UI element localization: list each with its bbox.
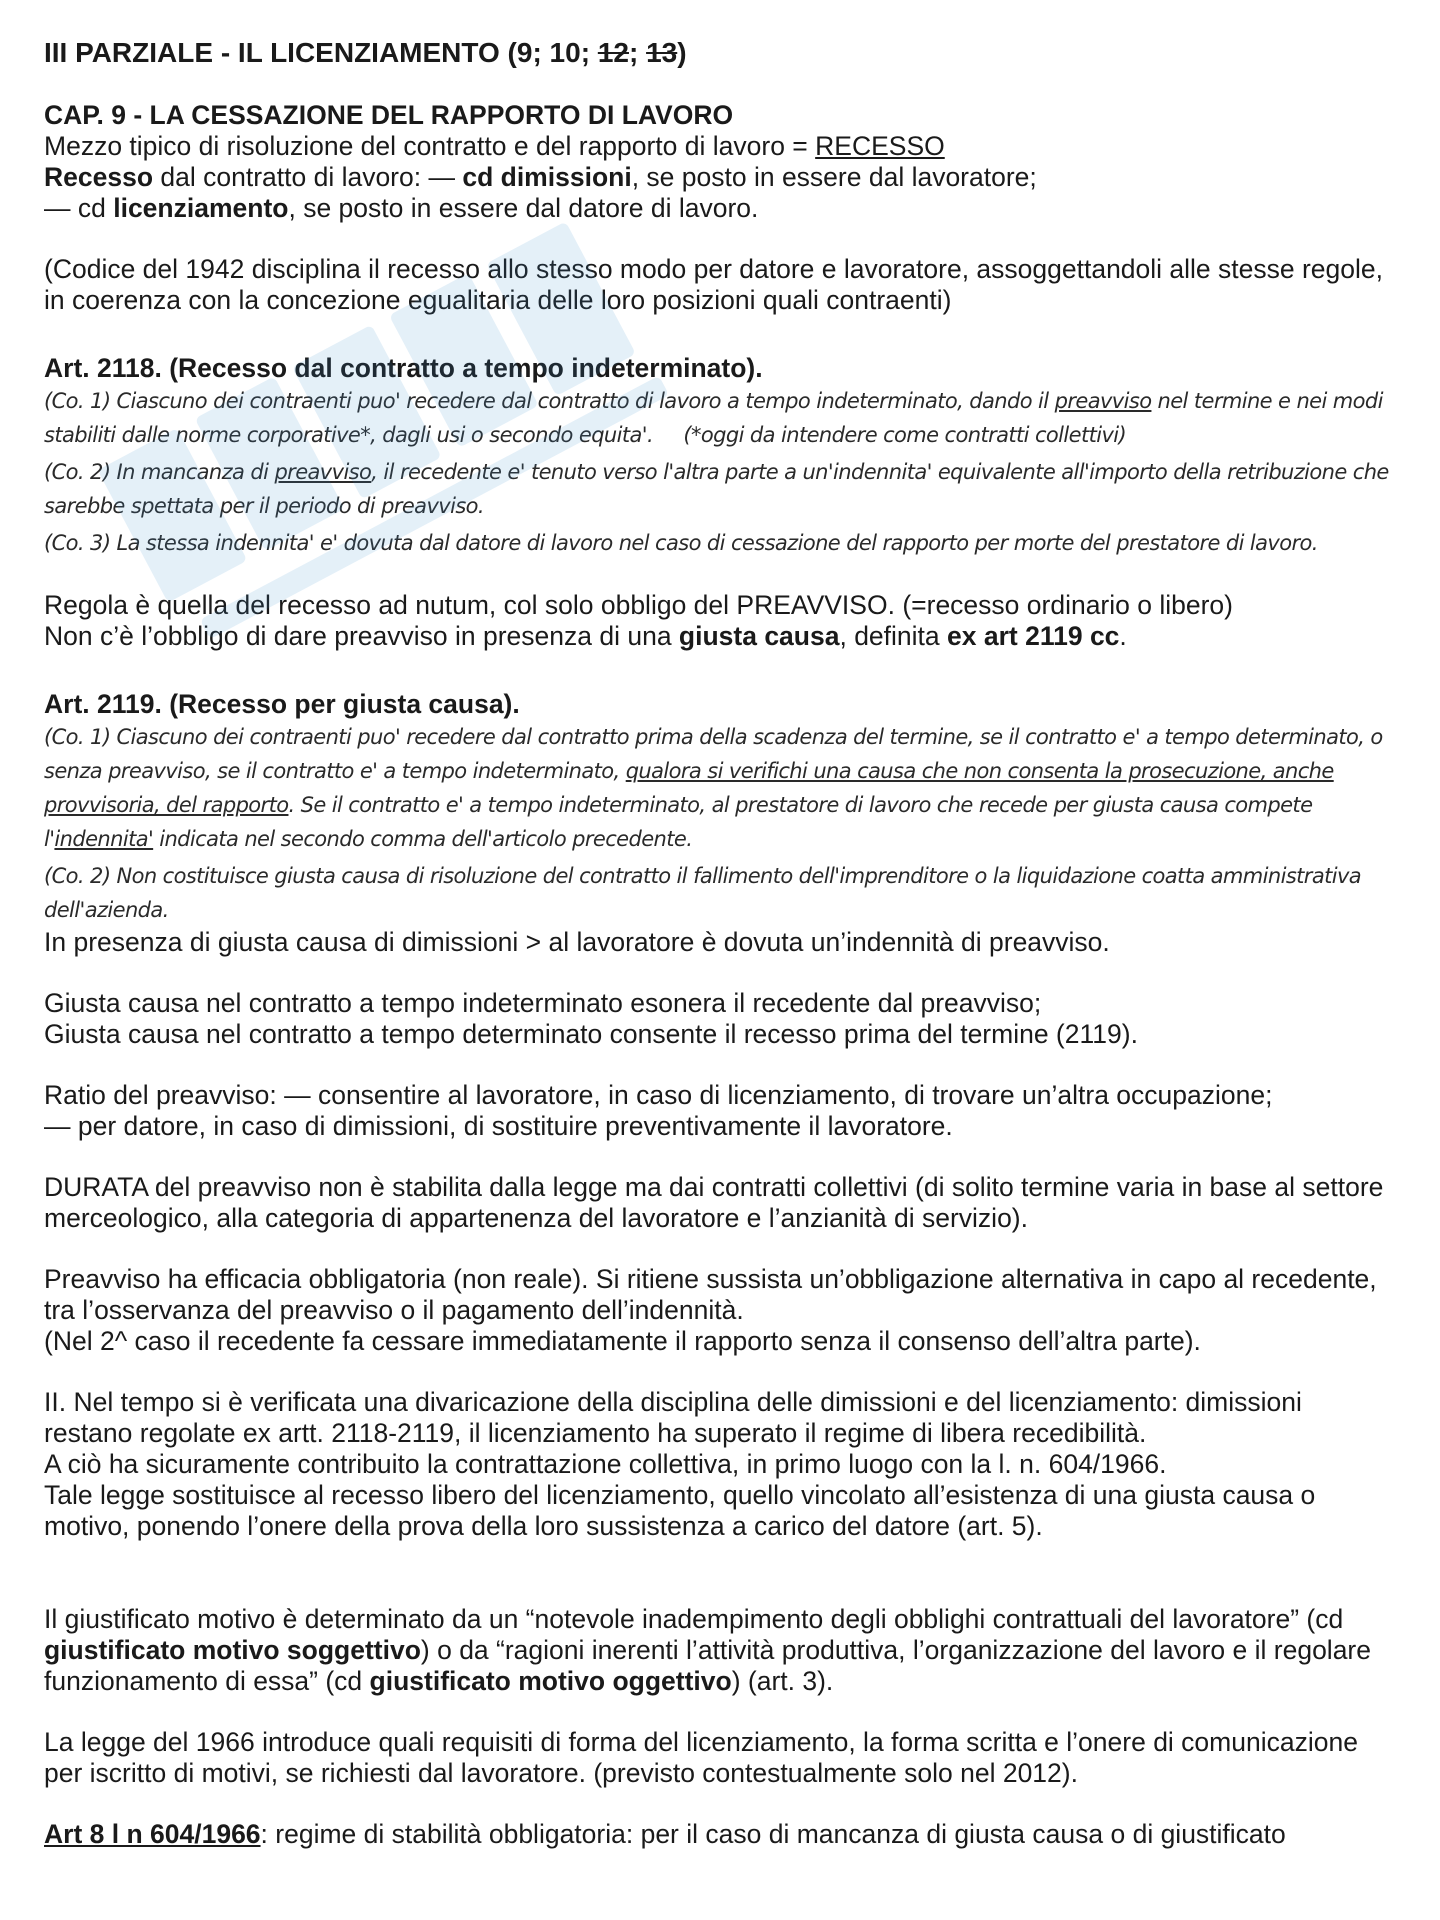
efficacia-preavviso: Preavviso ha efficacia obbligatoria (non reale). Si ritiene sussista un’obbligazione alternativa in capo al recedente, tra l’osservanza del preavviso o il pagamento dell’indennità. [44,1264,1377,1325]
art2118-co2: (Co. 2) In mancanza di preavviso, il recedente e' tenuto verso l'altra parte a un'indennita' equivalente all'importo della retribuzione che sarebbe spettata per il periodo di preavviso. [44,460,1389,518]
efficacia-note: (Nel 2^ caso il recedente fa cessare immediatamente il rapporto senza il consenso dell’altra parte). [44,1326,1201,1356]
ratio-preavviso-2: — per datore, in caso di dimissioni, di sostituire preventivamente il lavoratore. [44,1111,953,1141]
giusta-causa-indeterminato: Giusta causa nel contratto a tempo indeterminato esonera il recedente dal preavviso; [44,988,1042,1018]
art2118-co3: (Co. 3) La stessa indennita' e' dovuta dal datore di lavoro nel caso di cessazione del rapporto per morte del prestatore di lavoro. [44,531,1318,555]
art2118-co1: (Co. 1) Ciascuno dei contraenti puo' recedere dal contratto di lavoro a tempo indeterminato, dando il preavviso nel termine e nei modi stabiliti dalle norme corporative*, dagli usi o secondo equita'. (*oggi da intendere come contratti collettivi) [44,389,1383,447]
art2118-text [44,384,1396,560]
art8-paragraph: Art 8 l n 604/1966: regime di stabilità obbligatoria: per il caso di mancanza di giusta causa o di giustificato [44,1819,1286,1849]
art2119-heading: Art. 2119. (Recesso per giusta causa). [44,689,520,719]
page-title: III PARZIALE - IL LICENZIAMENTO (9; 10; 12; 13) [44,37,687,68]
giustificato-motivo-paragraph: Il giustificato motivo è determinato da un “notevole inadempimento degli obblighi contrattuali del lavoratore” (cd giustificato motivo soggettivo) o da “ragioni inerenti l’attività produttiva, l’organizzazione del lavoro e il regolare funzionamento di essa” (cd giustificato motivo oggettivo) (art. 3). [44,1604,1371,1696]
giusta-causa-line: Non c’è l’obbligo di dare preavviso in presenza di una giusta causa, definita ex art 2119 cc. [44,621,1127,651]
codice-note: (Codice del 1942 disciplina il recesso allo stesso modo per datore e lavoratore, assoggettandoli alle stesse regole, in coerenza con la concezione egualitaria delle loro posizioni quali contraenti) [44,254,1384,315]
durata-preavviso: DURATA del preavviso non è stabilita dalla legge ma dai contratti collettivi (di solito termine varia in base al settore merceologico, alla categoria di appartenenza del lavoratore e l’anzianità di servizio). [44,1172,1384,1233]
giusta-causa-determinato: Giusta causa nel contratto a tempo determinato consente il recesso prima del termine (2119). [44,1019,1138,1049]
art2119-co2: (Co. 2) Non costituisce giusta causa di risoluzione del contratto il fallimento dell'imprenditore o la liquidazione coatta amministrativa dell'azienda. [44,864,1362,922]
recesso-licenziamento: — cd licenziamento, se posto in essere dal datore di lavoro. [44,193,759,223]
divaricazione-paragraph: II. Nel tempo si è verificata una divaricazione della disciplina delle dimissioni e del licenziamento: dimissioni restano regolate ex artt. 2118-2119, il licenziamento ha superato il regime di libera recedibilità. [44,1387,1302,1448]
art2119-text [44,720,1396,927]
legge-604-paragraph: Tale legge sostituisce al recesso libero del licenziamento, quello vincolato all’esistenza di una giusta causa o motivo, ponendo l’onere della prova della loro sussistenza a carico del datore (art. 5). [44,1480,1316,1541]
ratio-preavviso-1: Ratio del preavviso: — consentire al lavoratore, in caso di licenziamento, di trovare un’altra occupazione; [44,1080,1273,1110]
art2119-co1: (Co. 1) Ciascuno dei contraenti puo' recedere dal contratto prima della scadenza del termine, se il contratto e' a tempo determinato, o senza preavviso, se il contratto e' a tempo indeterminato, qualora si verifichi una causa che non consenta la prosecuzione, anche provvisoria, del rapporto. Se il contratto e' a tempo indeterminato, al prestatore di lavoro che recede per giusta causa compete l'indennita' indicata nel secondo comma dell'articolo precedente. [44,725,1383,851]
dimissioni-indennita: In presenza di giusta causa di dimissioni > al lavoratore è dovuta un’indennità di preavviso. [44,927,1110,957]
art2118-heading: Art. 2118. (Recesso dal contratto a tempo indeterminato). [44,353,763,383]
contrattazione-paragraph: A ciò ha sicuramente contribuito la contrattazione collettiva, in primo luogo con la l. n. 604/1966. [44,1449,1167,1479]
recesso-definition: Mezzo tipico di risoluzione del contratto e del rapporto di lavoro = RECESSO [44,131,945,161]
recesso-dimissioni: Recesso dal contratto di lavoro: — cd dimissioni, se posto in essere dal lavoratore; [44,162,1037,192]
forma-paragraph: La legge del 1966 introduce quali requisiti di forma del licenziamento, la forma scritta e l’onere di comunicazione per iscritto di motivi, se richiesti dal lavoratore. (previsto contestualmente solo nel 2012). [44,1727,1358,1788]
chapter-heading: CAP. 9 - LA CESSAZIONE DEL RAPPORTO DI LAVORO [44,100,734,130]
regola-line: Regola è quella del recesso ad nutum, col solo obbligo del PREAVVISO. (=recesso ordinario o libero) [44,590,1233,620]
